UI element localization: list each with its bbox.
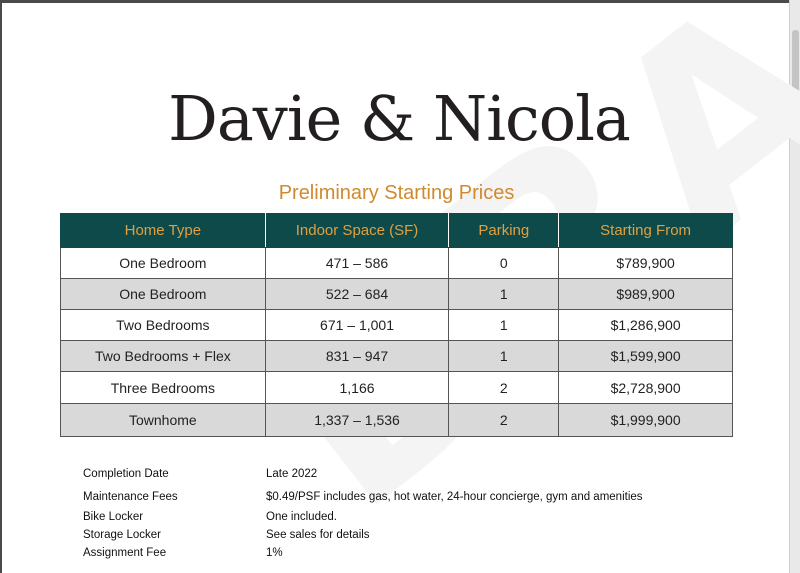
cell-indoor-space: 471 – 586 xyxy=(265,248,449,279)
detail-value: See sales for details xyxy=(266,529,370,541)
cell-starting-price: $1,286,900 xyxy=(559,310,733,341)
column-header-starting-from: Starting From xyxy=(559,214,733,248)
window-frame-top xyxy=(0,0,800,3)
cell-parking: 2 xyxy=(449,372,559,404)
cell-parking: 1 xyxy=(449,310,559,341)
detail-label: Bike Locker xyxy=(83,511,144,523)
detail-value: 1% xyxy=(266,547,283,559)
cell-parking: 0 xyxy=(449,248,559,279)
table-row xyxy=(61,310,733,341)
brand-logo-title: Davie & Nicola xyxy=(168,82,630,155)
detail-label: Assignment Fee xyxy=(83,547,167,559)
column-header-home-type: Home Type xyxy=(61,214,266,248)
price-sheet-subtitle: Preliminary Starting Prices xyxy=(278,182,515,204)
cell-parking: 2 xyxy=(449,404,559,437)
table-row xyxy=(61,248,733,279)
detail-label: Completion Date xyxy=(83,468,169,480)
table-row xyxy=(61,372,733,404)
detail-value: Late 2022 xyxy=(266,468,318,480)
cell-home-type: Townhome xyxy=(61,404,266,437)
detail-label: Maintenance Fees xyxy=(83,491,178,503)
column-header-indoor-space: Indoor Space (SF) xyxy=(265,214,449,248)
cell-starting-price: $789,900 xyxy=(559,248,733,279)
cell-home-type: Three Bedrooms xyxy=(61,372,266,404)
column-header-parking: Parking xyxy=(449,214,559,248)
table-row xyxy=(61,341,733,372)
detail-label: Storage Locker xyxy=(83,529,161,541)
cell-indoor-space: 1,337 – 1,536 xyxy=(265,404,449,437)
table-row xyxy=(61,404,733,437)
table-row xyxy=(61,279,733,310)
cell-indoor-space: 1,166 xyxy=(265,372,449,404)
cell-parking: 1 xyxy=(449,341,559,372)
cell-indoor-space: 522 – 684 xyxy=(265,279,449,310)
table-header-row xyxy=(61,214,733,248)
cell-home-type: One Bedroom xyxy=(61,248,266,279)
cell-starting-price: $989,900 xyxy=(559,279,733,310)
cell-indoor-space: 671 – 1,001 xyxy=(265,310,449,341)
cell-starting-price: $1,999,900 xyxy=(559,404,733,437)
cell-home-type: Two Bedrooms + Flex xyxy=(61,341,266,372)
cell-parking: 1 xyxy=(449,279,559,310)
detail-value: $0.49/PSF includes gas, hot water, 24-hour concierge, gym and amenities xyxy=(266,491,643,503)
pricing-table xyxy=(60,213,733,437)
cell-indoor-space: 831 – 947 xyxy=(265,341,449,372)
cell-home-type: Two Bedrooms xyxy=(61,310,266,341)
cell-home-type: One Bedroom xyxy=(61,279,266,310)
detail-value: One included. xyxy=(266,511,337,523)
cell-starting-price: $2,728,900 xyxy=(559,372,733,404)
cell-starting-price: $1,599,900 xyxy=(559,341,733,372)
